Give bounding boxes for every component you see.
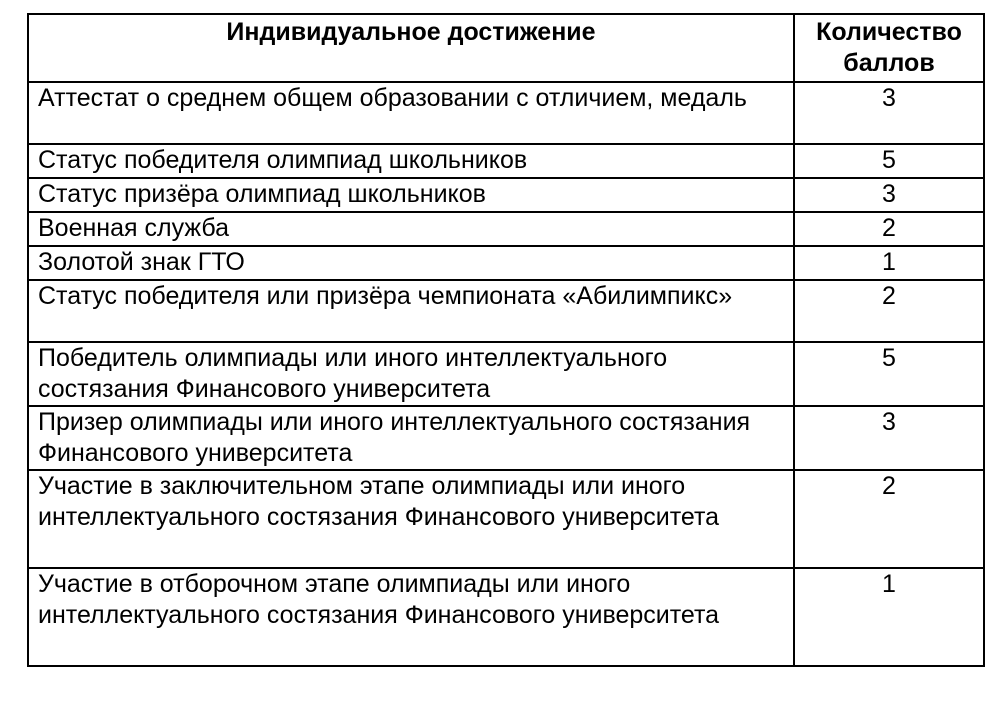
table-row (28, 246, 984, 280)
points-cell: 1 (794, 246, 984, 280)
table-row (28, 212, 984, 246)
table-row (28, 568, 984, 666)
achievement-cell: Победитель олимпиады или иного интеллектуального состязания Финансового университета (28, 342, 794, 406)
table-row (28, 406, 984, 470)
achievement-cell: Статус победителя олимпиад школьников (28, 144, 794, 178)
points-cell: 5 (794, 342, 984, 406)
achievement-cell: Статус победителя или призёра чемпионата «Абилимпикс» (28, 280, 794, 342)
table-row (28, 280, 984, 342)
achievement-cell: Участие в заключительном этапе олимпиады или иного интеллектуального состязания Финансового университета (28, 470, 794, 568)
table-row (28, 178, 984, 212)
header-points: Количество баллов (794, 14, 984, 82)
points-cell: 2 (794, 470, 984, 568)
achievement-cell: Военная служба (28, 212, 794, 246)
achievement-cell: Статус призёра олимпиад школьников (28, 178, 794, 212)
achievement-cell: Призер олимпиады или иного интеллектуального состязания Финансового университета (28, 406, 794, 470)
table-row (28, 82, 984, 144)
points-cell: 3 (794, 178, 984, 212)
achievement-cell: Золотой знак ГТО (28, 246, 794, 280)
header-achievement: Индивидуальное достижение (28, 14, 794, 82)
achievement-cell: Участие в отборочном этапе олимпиады или иного интеллектуального состязания Финансового университета (28, 568, 794, 666)
table-header-row (28, 14, 984, 82)
points-cell: 5 (794, 144, 984, 178)
table-row (28, 470, 984, 568)
achievement-cell: Аттестат о среднем общем образовании с отличием, медаль (28, 82, 794, 144)
achievements-table (27, 13, 985, 667)
table-row (28, 342, 984, 406)
points-cell: 3 (794, 82, 984, 144)
points-cell: 2 (794, 280, 984, 342)
points-cell: 1 (794, 568, 984, 666)
points-cell: 2 (794, 212, 984, 246)
table-row (28, 144, 984, 178)
points-cell: 3 (794, 406, 984, 470)
